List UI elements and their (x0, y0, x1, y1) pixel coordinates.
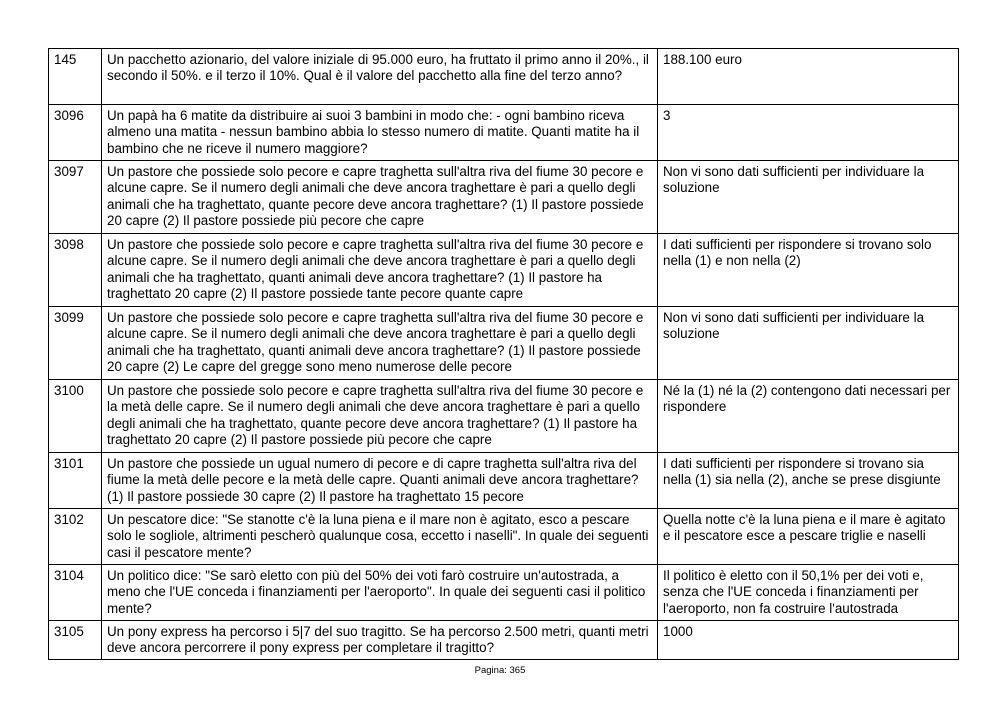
table-row (49, 621, 959, 660)
answer-cell: 1000 (658, 621, 959, 660)
question-id-cell: 3097 (49, 161, 102, 234)
question-id-cell: 3105 (49, 621, 102, 660)
table-row (49, 105, 959, 161)
document-page (48, 48, 958, 660)
table-row (49, 161, 959, 234)
answer-cell: 3 (658, 105, 959, 161)
question-text-cell: Un pastore che possiede solo pecore e capre traghetta sull'altra riva del fiume 30 pecore e la metà delle capre. Se il numero degli animali che deve ancora traghettare è pari a quello degli animali che ha traghettato, quante pecore deve ancora traghettare? (1) Il pastore ha traghettato 20 capre (2) Il pastore possiede più pecore che capre (102, 380, 658, 453)
table-row (49, 380, 959, 453)
table-row (49, 453, 959, 509)
table-row (49, 49, 959, 105)
answer-cell: I dati sufficienti per rispondere si trovano solo nella (1) e non nella (2) (658, 234, 959, 307)
question-text-cell: Un pastore che possiede solo pecore e capre traghetta sull'altra riva del fiume 30 pecore e alcune capre. Se il numero degli animali che deve ancora traghettare è pari a quello degli animali che ha traghettato, quante pecore deve ancora traghettare? (1) Il pastore possiede 20 capre (2) Il pastore possiede più pecore che capre (102, 161, 658, 234)
table-row (49, 307, 959, 380)
question-id-cell: 145 (49, 49, 102, 105)
answer-cell: I dati sufficienti per rispondere si trovano sia nella (1) sia nella (2), anche se prese disgiunte (658, 453, 959, 509)
table-row (49, 565, 959, 621)
table-row (49, 509, 959, 565)
question-table (48, 48, 959, 660)
answer-cell: Né la (1) né la (2) contengono dati necessari per rispondere (658, 380, 959, 453)
table-row (49, 234, 959, 307)
answer-cell: Non vi sono dati sufficienti per individuare la soluzione (658, 307, 959, 380)
answer-cell: Non vi sono dati sufficienti per individuare la soluzione (658, 161, 959, 234)
page-number: Pagina: 365 (474, 665, 526, 676)
answer-cell: 188.100 euro (658, 49, 959, 105)
question-id-cell: 3098 (49, 234, 102, 307)
answer-cell: Il politico è eletto con il 50,1% per dei voti e, senza che l'UE conceda i finanziamenti per l'aeroporto, non fa costruire l'autostrada (658, 565, 959, 621)
question-id-cell: 3096 (49, 105, 102, 161)
question-id-cell: 3101 (49, 453, 102, 509)
question-text-cell: Un pacchetto azionario, del valore iniziale di 95.000 euro, ha fruttato il primo anno il 20%., il secondo il 50%. e il terzo il 10%. Qual è il valore del pacchetto alla fine del terzo anno? (102, 49, 658, 105)
question-text-cell: Un pastore che possiede solo pecore e capre traghetta sull'altra riva del fiume 30 pecore e alcune capre. Se il numero degli animali che deve ancora traghettare è pari a quello degli animali che ha traghettato, quanti animali deve ancora traghettare? (1) Il pastore possiede 20 capre (2) Le capre del gregge sono meno numerose delle pecore (102, 307, 658, 380)
question-text-cell: Un pastore che possiede un ugual numero di pecore e di capre traghetta sull'altra riva del fiume la metà delle pecore e la metà delle capre. Quanti animali deve ancora traghettare? (1) Il pastore possiede 30 capre (2) Il pastore ha traghettato 15 pecore (102, 453, 658, 509)
question-id-cell: 3104 (49, 565, 102, 621)
question-id-cell: 3099 (49, 307, 102, 380)
question-text-cell: Un pony express ha percorso i 5|7 del suo tragitto. Se ha percorso 2.500 metri, quanti metri deve ancora percorrere il pony express per completare il tragitto? (102, 621, 658, 660)
question-text-cell: Un pescatore dice: "Se stanotte c'è la luna piena e il mare non è agitato, esco a pescare solo le sogliole, altrimenti pescherò qualunque cosa, eccetto i naselli". In quale dei seguenti casi il pescatore mente? (102, 509, 658, 565)
question-id-cell: 3100 (49, 380, 102, 453)
answer-cell: Quella notte c'è la luna piena e il mare è agitato e il pescatore esce a pescare triglie e naselli (658, 509, 959, 565)
question-text-cell: Un pastore che possiede solo pecore e capre traghetta sull'altra riva del fiume 30 pecore e alcune capre. Se il numero degli animali che deve ancora traghettare è pari a quello degli animali che ha traghettato, quanti animali deve ancora traghettare? (1) Il pastore ha traghettato 20 capre (2) Il pastore possiede tante pecore quante capre (102, 234, 658, 307)
question-id-cell: 3102 (49, 509, 102, 565)
question-text-cell: Un politico dice: "Se sarò eletto con più del 50% dei voti farò costruire un'autostrada, a meno che l'UE conceda i finanziamenti per l'aeroporto". In quale dei seguenti casi il politico mente? (102, 565, 658, 621)
question-text-cell: Un papà ha 6 matite da distribuire ai suoi 3 bambini in modo che: - ogni bambino riceva almeno una matita - nessun bambino abbia lo stesso numero di matite. Quanti matite ha il bambino che ne riceve il numero maggiore? (102, 105, 658, 161)
